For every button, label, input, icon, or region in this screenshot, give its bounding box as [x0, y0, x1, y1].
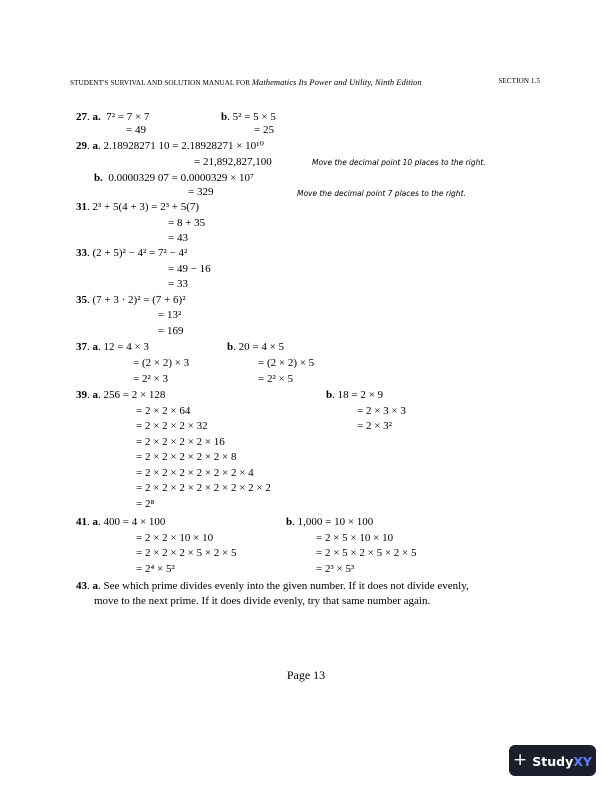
math-expression: . 20 = 4 × 5 [233, 341, 285, 353]
problem-39-line-1: 39. a. 256 = 2 × 128 [76, 389, 166, 401]
handwritten-note: Move the decimal point 7 places to the right. [297, 189, 466, 198]
math-expression: . 256 = 2 × 128 [98, 389, 166, 401]
math-expression: = 25 [254, 124, 274, 136]
math-expression: = 2 × 2 × 2 × 2 × 16 [136, 436, 225, 448]
math-expression: . 12 = 4 × 3 [98, 341, 149, 353]
part-label: b. [94, 172, 103, 184]
problem-number: 43 [76, 580, 87, 592]
problem-31-line-1 [76, 201, 199, 214]
math-expression: = 8 + 35 [168, 217, 206, 229]
plus-icon: + [513, 750, 528, 770]
math-expression: = 329 [188, 186, 214, 198]
problem-43-line-1: 43. a. See which prime divides evenly into the given number. If it does not divide evenly, [76, 580, 469, 592]
header-section: SECTION 1.5 [498, 77, 540, 85]
part-label: a. [92, 111, 101, 123]
math-expression: = 2 × 3 × 3 [357, 405, 406, 417]
math-expression: . 1,000 = 10 × 100 [292, 516, 374, 528]
math-expression: . 2.18928271 10 = 2.18928271 × 10¹⁰ [98, 140, 264, 152]
math-expression: = 2 × 2 × 2 × 2 × 2 × 2 × 2 × 2 [136, 482, 271, 494]
part-label: b [227, 341, 234, 353]
math-expression: 7² = 7 × 7 [106, 111, 150, 123]
problem-27-line-1: 27. a. 7² = 7 × 7 [76, 111, 150, 123]
problem-43-text: move to the next prime. If it does divide evenly, try that same number again. [94, 595, 431, 607]
math-expression: = 2 × 5 × 10 × 10 [316, 532, 394, 544]
part-label: b [326, 389, 333, 401]
problem-29b-line-1 [94, 172, 254, 185]
math-expression: . 2³ + 5(4 + 3) = 2³ + 5(7) [87, 201, 200, 213]
problem-43-text: . See which prime divides evenly into the given number. If it does not divide evenly, [98, 580, 469, 592]
problem-number: 31 [76, 201, 87, 213]
math-expression: = 2 × 3² [357, 420, 392, 432]
problem-27b-line-1 [221, 111, 276, 124]
math-expression: = (2 × 2) × 3 [133, 357, 190, 369]
math-expression: = 21,892,827,100 [194, 156, 272, 168]
brand-label: StudyXY [532, 754, 592, 769]
math-expression: = 2² × 3 [133, 373, 168, 385]
problem-37b-line-1 [227, 341, 284, 354]
problem-number: 37 [76, 341, 87, 353]
problem-41-line-1: 41. a. 400 = 4 × 100 [76, 516, 166, 528]
handwritten-note: Move the decimal point 10 places to the right. [312, 158, 486, 167]
problem-number: 41 [76, 516, 87, 528]
math-expression: . 400 = 4 × 100 [98, 516, 166, 528]
math-expression: = 33 [168, 278, 188, 290]
header-manual-title: STUDENT'S SURVIVAL AND SOLUTION MANUAL FOR [70, 79, 251, 87]
math-expression: = 2⁴ × 5² [136, 563, 175, 575]
math-expression: = 169 [158, 325, 184, 337]
problem-number: 29 [76, 140, 87, 152]
problem-33-line-1 [76, 247, 187, 260]
problem-number: 33 [76, 247, 87, 259]
problem-number: 39 [76, 389, 87, 401]
studyxy-badge[interactable] [509, 745, 596, 776]
math-expression: = 2 × 2 × 2 × 5 × 2 × 5 [136, 547, 237, 559]
math-expression: . (2 + 5)² − 4² = 7² − 4² [87, 247, 188, 259]
math-expression: = 49 − 16 [168, 263, 211, 275]
math-expression: 0.0000329 07 = 0.0000329 × 10⁷ [108, 172, 254, 184]
math-expression: = 2 × 2 × 64 [136, 405, 191, 417]
part-label: b [286, 516, 293, 528]
problem-29-line-1: 29. a. 2.18928271 10 = 2.18928271 × 10¹⁰ [76, 140, 264, 152]
math-expression: . 18 = 2 × 9 [332, 389, 384, 401]
math-expression: . (7 + 3 · 2)² = (7 + 6)² [87, 294, 186, 306]
math-expression: = 2 × 2 × 2 × 2 × 2 × 2 × 4 [136, 467, 254, 479]
part-label: a [92, 580, 98, 592]
math-expression: = 2 × 2 × 10 × 10 [136, 532, 214, 544]
problem-39b-line-1 [326, 389, 383, 402]
problem-41b-line-1 [286, 516, 373, 529]
math-expression: = 13² [158, 309, 182, 321]
math-expression: = 2⁸ [136, 498, 155, 510]
part-label: b [221, 111, 228, 123]
part-label: a [92, 341, 98, 353]
math-expression: . 5² = 5 × 5 [227, 111, 276, 123]
problem-37-line-1: 37. a. 12 = 4 × 3 [76, 341, 149, 353]
part-label: a [92, 389, 98, 401]
math-expression: = (2 × 2) × 5 [258, 357, 315, 369]
running-header [70, 77, 540, 87]
part-label: a [92, 140, 98, 152]
part-label: a [92, 516, 98, 528]
math-expression: = 2³ × 5³ [316, 563, 355, 575]
math-expression: = 2 × 2 × 2 × 32 [136, 420, 208, 432]
page-number: Page 13 [286, 668, 326, 682]
problem-number: 27 [76, 111, 87, 123]
math-expression: = 49 [126, 124, 146, 136]
math-expression: = 2 × 5 × 2 × 5 × 2 × 5 [316, 547, 417, 559]
problem-35-line-1 [76, 294, 186, 307]
problem-number: 35 [76, 294, 87, 306]
math-expression: = 2 × 2 × 2 × 2 × 2 × 8 [136, 451, 237, 463]
math-expression: = 2² × 5 [258, 373, 293, 385]
header-book-title: Mathematics Its Power and Utility, Ninth Edition [251, 77, 422, 87]
math-expression: = 43 [168, 232, 188, 244]
